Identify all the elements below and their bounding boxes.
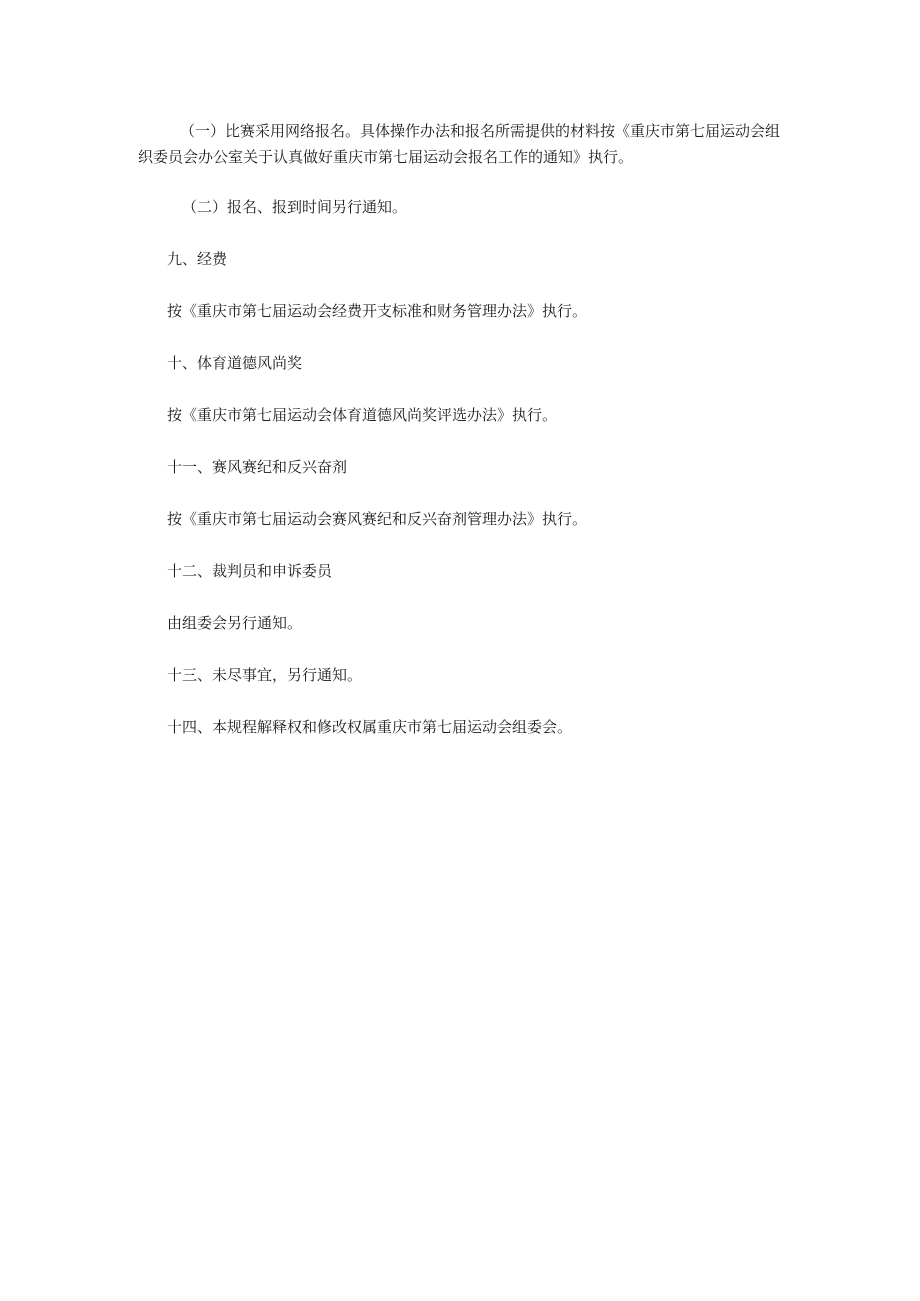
section-heading-sportsmanship-award: 十、体育道德风尚奖 (167, 354, 303, 372)
section-heading-interpretation: 十四、本规程解释权和修改权属重庆市第七届运动会组委会。 (167, 718, 573, 736)
section-heading-discipline-antidoping: 十一、赛风赛纪和反兴奋剂 (167, 458, 348, 476)
paragraph-discipline-antidoping: 按《重庆市第七届运动会赛风赛纪和反兴奋剂管理办法》执行。 (167, 510, 588, 528)
document-body (138, 118, 788, 740)
paragraph-sportsmanship-award: 按《重庆市第七届运动会体育道德风尚奖评选办法》执行。 (167, 406, 558, 424)
section-heading-funding: 九、经费 (167, 250, 228, 268)
paragraph-referees-appeals: 由组委会另行通知。 (167, 614, 303, 632)
section-heading-referees-appeals: 十二、裁判员和申诉委员 (167, 562, 333, 580)
section-heading-other-matters: 十三、未尽事宜，另行通知。 (167, 666, 363, 684)
paragraph-registration-method: （一）比赛采用网络报名。具体操作办法和报名所需提供的材料按《重庆市第七届运动会组织委员会办公室关于认真做好重庆市第七届运动会报名工作的通知》执行。 (138, 122, 781, 166)
paragraph-funding: 按《重庆市第七届运动会经费开支标准和财务管理办法》执行。 (167, 302, 588, 320)
paragraph-registration-time: （二）报名、报到时间另行通知。 (182, 198, 408, 216)
